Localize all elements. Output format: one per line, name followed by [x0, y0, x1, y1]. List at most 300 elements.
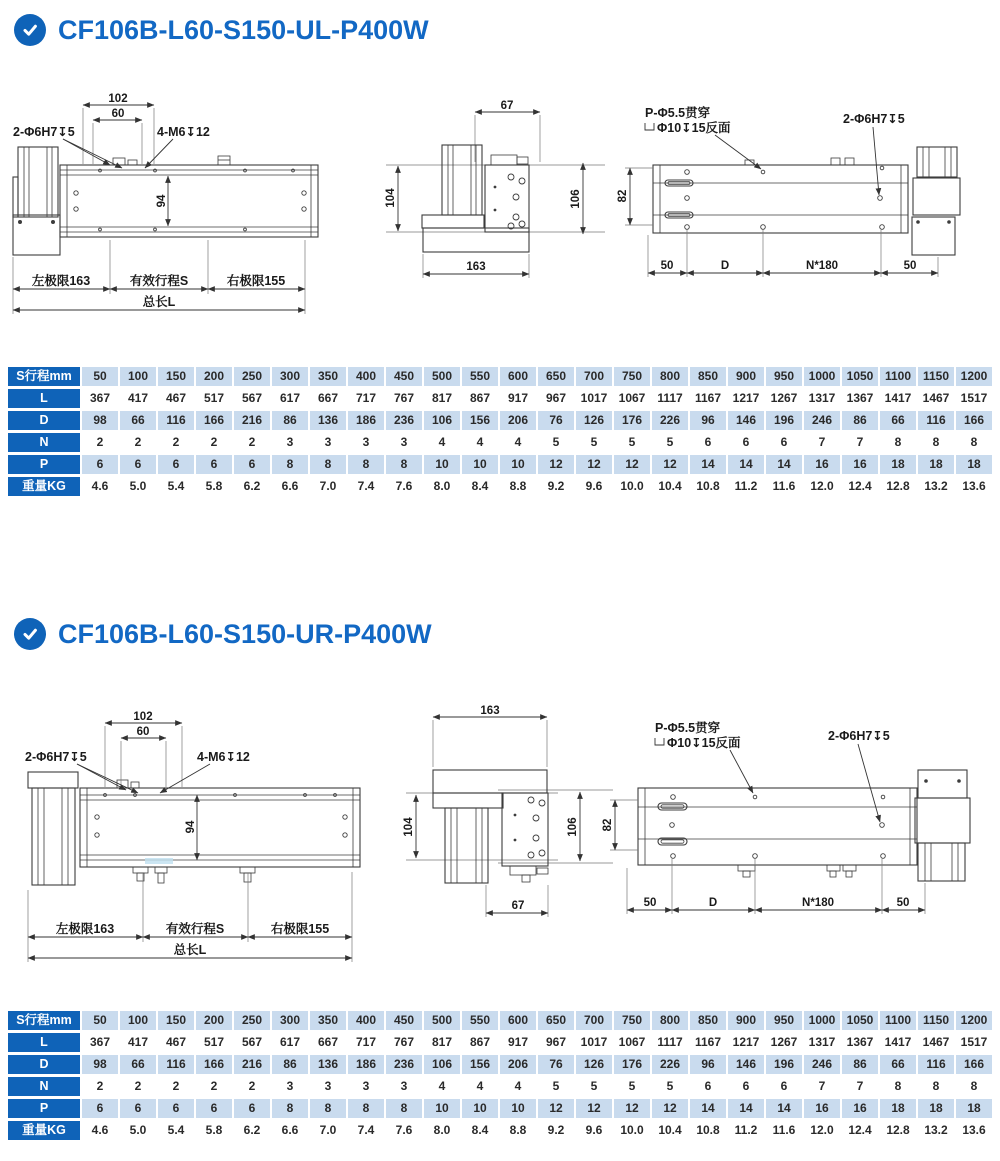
p-hole-label-line1: P-Φ5.5贯穿: [645, 106, 711, 120]
table-cell: 5.4: [158, 477, 194, 496]
p-hole-label-line1: P-Φ5.5贯穿: [655, 721, 721, 735]
table-cell: 156: [462, 411, 498, 430]
table-cell: 16: [804, 455, 840, 474]
table-cell: 8.4: [462, 477, 498, 496]
motor-left: [13, 147, 60, 255]
table-cell: 186: [348, 1055, 384, 1074]
side-view-drawing-2: [398, 703, 623, 933]
table-cell: 8: [310, 455, 346, 474]
table-cell: 176: [614, 411, 650, 430]
table-cell: 8: [880, 433, 916, 452]
table-cell: 1117: [652, 1033, 688, 1052]
bottom-view-drawing-2: [600, 718, 1000, 953]
table-cell: 8: [348, 1099, 384, 1118]
table-cell: 8.0: [424, 1121, 460, 1140]
table-cell: 10: [424, 455, 460, 474]
table-cell: 106: [424, 1055, 460, 1074]
dowel-hole-label: 2-Φ6H7↧5: [13, 125, 75, 139]
table-cell: 917: [500, 389, 536, 408]
table-cell: 517: [196, 1033, 232, 1052]
table-cell: 12.8: [880, 1121, 916, 1140]
table-cell: 4.6: [82, 1121, 118, 1140]
table-cell: 767: [386, 1033, 422, 1052]
table-cell: 1367: [842, 1033, 878, 1052]
table-row-header: 重量KG: [8, 477, 80, 496]
table-cell: 12: [652, 1099, 688, 1118]
dim-67: 67: [511, 900, 525, 912]
table-cell: 10: [424, 1099, 460, 1118]
table-cell: 567: [234, 1033, 270, 1052]
table-cell: 18: [918, 1099, 954, 1118]
table-cell: 66: [880, 411, 916, 430]
table-cell: 98: [82, 1055, 118, 1074]
table-cell: 5: [652, 1077, 688, 1096]
table-cell: 300: [272, 1011, 308, 1030]
table-cell: 10.0: [614, 477, 650, 496]
table-cell: 5: [614, 433, 650, 452]
table-row-header: L: [8, 389, 80, 408]
table-cell: 100: [120, 367, 156, 386]
table-cell: 3: [310, 433, 346, 452]
table-cell: 1317: [804, 389, 840, 408]
table-cell: 817: [424, 389, 460, 408]
table-cell: 367: [82, 1033, 118, 1052]
table-cell: 5: [538, 433, 574, 452]
table-cell: 1100: [880, 1011, 916, 1030]
table-cell: 8: [386, 1099, 422, 1118]
table-cell: 14: [766, 455, 802, 474]
table-cell: 700: [576, 1011, 612, 1030]
check-badge: [14, 14, 46, 46]
table-cell: 106: [424, 411, 460, 430]
table-cell: 206: [500, 411, 536, 430]
table-cell: 50: [82, 367, 118, 386]
slider-plate: [502, 793, 548, 882]
table-cell: 4: [424, 1077, 460, 1096]
table-row-header: L: [8, 1033, 80, 1052]
dim-163: 163: [466, 261, 486, 273]
table-cell: 50: [82, 1011, 118, 1030]
table-cell: 3: [272, 433, 308, 452]
table-cell: 12: [614, 1099, 650, 1118]
table-cell: 10.4: [652, 1121, 688, 1140]
table-cell: 5: [652, 433, 688, 452]
table-cell: 166: [956, 411, 992, 430]
table-cell: 667: [310, 389, 346, 408]
table-cell: 14: [728, 1099, 764, 1118]
table-cell: 417: [120, 389, 156, 408]
table-cell: 196: [766, 411, 802, 430]
table-cell: 9.6: [576, 477, 612, 496]
table-cell: 8: [272, 1099, 308, 1118]
table-cell: 617: [272, 1033, 308, 1052]
table-cell: 2: [82, 1077, 118, 1096]
table-cell: 4: [462, 1077, 498, 1096]
table-cell: 4.6: [82, 477, 118, 496]
right-limit-label: 右极限155: [226, 274, 286, 288]
front-dimensions: [13, 93, 305, 314]
dim-82: 82: [602, 818, 614, 832]
table-cell: 250: [234, 367, 270, 386]
table-cell: 1217: [728, 1033, 764, 1052]
table-cell: 5.8: [196, 1121, 232, 1140]
section-1-title: CF106B-L60-S150-UL-P400W: [58, 14, 429, 45]
table-cell: 176: [614, 1055, 650, 1074]
table-cell: 7.4: [348, 477, 384, 496]
table-cell: 5: [576, 1077, 612, 1096]
table-cell: 6: [728, 433, 764, 452]
table-cell: 200: [196, 367, 232, 386]
dim-50-left: 50: [643, 897, 657, 909]
front-dimensions: [25, 711, 352, 962]
table-cell: 6: [728, 1077, 764, 1096]
table-cell: 767: [386, 389, 422, 408]
table-cell: 6: [196, 455, 232, 474]
table-cell: 5: [538, 1077, 574, 1096]
check-icon: [20, 624, 40, 644]
table-cell: 6: [690, 1077, 726, 1096]
table-cell: 4: [500, 433, 536, 452]
table-cell: 18: [956, 1099, 992, 1118]
table-cell: 76: [538, 411, 574, 430]
motor-right: [915, 770, 970, 881]
table-cell: 850: [690, 367, 726, 386]
table-cell: 12: [538, 455, 574, 474]
table-cell: 500: [424, 1011, 460, 1030]
table-cell: 6: [82, 455, 118, 474]
table-cell: 650: [538, 1011, 574, 1030]
table-cell: 1167: [690, 1033, 726, 1052]
table-cell: 6: [766, 433, 802, 452]
table-cell: 10: [500, 455, 536, 474]
motor-left: [28, 772, 78, 885]
table-cell: 700: [576, 367, 612, 386]
dowel-hole-label: 2-Φ6H7↧5: [828, 729, 890, 743]
table-cell: 717: [348, 1033, 384, 1052]
table-cell: 1200: [956, 367, 992, 386]
table-cell: 6: [158, 1099, 194, 1118]
table-cell: 7: [842, 433, 878, 452]
table-cell: 250: [234, 1011, 270, 1030]
table-cell: 8.8: [500, 477, 536, 496]
table-cell: 146: [728, 411, 764, 430]
table-cell: 3: [386, 433, 422, 452]
table-cell: 600: [500, 1011, 536, 1030]
table-cell: 246: [804, 411, 840, 430]
table-cell: 800: [652, 367, 688, 386]
table-cell: 8.8: [500, 1121, 536, 1140]
bottom-view-drawing-1: [615, 103, 1000, 293]
table-cell: 5.0: [120, 1121, 156, 1140]
table-cell: 66: [120, 411, 156, 430]
left-limit-label: 左极限163: [31, 274, 91, 288]
table-cell: 10: [462, 1099, 498, 1118]
stroke-label: 有效行程S: [129, 274, 189, 288]
table-cell: 667: [310, 1033, 346, 1052]
table-cell: 7.0: [310, 1121, 346, 1140]
table-cell: 1000: [804, 367, 840, 386]
table-cell: 116: [158, 411, 194, 430]
table-cell: 7.6: [386, 1121, 422, 1140]
table-cell: 86: [842, 1055, 878, 1074]
table-cell: 967: [538, 389, 574, 408]
table-cell: 2: [234, 1077, 270, 1096]
table-cell: 8: [918, 1077, 954, 1096]
table-cell: 1417: [880, 389, 916, 408]
table-cell: 216: [234, 1055, 270, 1074]
table-cell: 1200: [956, 1011, 992, 1030]
table-cell: 950: [766, 367, 802, 386]
table-cell: 8: [310, 1099, 346, 1118]
table-cell: 567: [234, 389, 270, 408]
table-cell: 900: [728, 1011, 764, 1030]
table-cell: 400: [348, 1011, 384, 1030]
table-cell: 2: [196, 433, 232, 452]
table-cell: 1467: [918, 389, 954, 408]
table-row-header: N: [8, 433, 80, 452]
table-cell: 116: [158, 1055, 194, 1074]
table-cell: 5: [576, 433, 612, 452]
table-cell: 14: [766, 1099, 802, 1118]
table-cell: 9.2: [538, 477, 574, 496]
table-cell: 18: [918, 455, 954, 474]
table-cell: 96: [690, 1055, 726, 1074]
table-cell: 6: [234, 1099, 270, 1118]
table-cell: 2: [234, 433, 270, 452]
dim-50-right: 50: [903, 260, 917, 272]
table-cell: 18: [880, 1099, 916, 1118]
table-cell: 350: [310, 1011, 346, 1030]
table-cell: 1017: [576, 389, 612, 408]
table-cell: 7: [804, 1077, 840, 1096]
table-cell: 8: [918, 433, 954, 452]
table-cell: 6: [120, 455, 156, 474]
table-cell: 166: [196, 1055, 232, 1074]
table-cell: 2: [158, 433, 194, 452]
table-cell: 6: [196, 1099, 232, 1118]
dim-94: 94: [156, 194, 168, 208]
table-cell: 8: [386, 455, 422, 474]
table-cell: 1050: [842, 367, 878, 386]
table-cell: 3: [310, 1077, 346, 1096]
table-cell: 1517: [956, 1033, 992, 1052]
table-cell: 5.8: [196, 477, 232, 496]
rail-bottom: [653, 158, 908, 233]
counterbore-symbol: [655, 738, 664, 745]
table-cell: 2: [196, 1077, 232, 1096]
table-row-header: D: [8, 411, 80, 430]
table-cell: 967: [538, 1033, 574, 1052]
table-row-header: P: [8, 455, 80, 474]
spec-table-1: [8, 367, 992, 496]
table-cell: 14: [690, 1099, 726, 1118]
table-cell: 166: [196, 411, 232, 430]
stroke-label: 有效行程S: [165, 922, 225, 936]
right-limit-label: 右极限155: [270, 922, 330, 936]
table-cell: 186: [348, 411, 384, 430]
dim-50-left: 50: [660, 260, 674, 272]
table-cell: 1150: [918, 1011, 954, 1030]
table-cell: 8: [956, 433, 992, 452]
table-cell: 4: [462, 433, 498, 452]
table-cell: 12: [652, 455, 688, 474]
section-2-title: CF106B-L60-S150-UR-P400W: [58, 618, 432, 649]
table-cell: 650: [538, 367, 574, 386]
table-cell: 1050: [842, 1011, 878, 1030]
table-cell: 150: [158, 1011, 194, 1030]
bottom-dimensions: [602, 720, 925, 914]
table-row-header: D: [8, 1055, 80, 1074]
table-cell: 6: [234, 455, 270, 474]
table-cell: 5.4: [158, 1121, 194, 1140]
table-cell: 206: [500, 1055, 536, 1074]
tap-hole-label: 4-M6↧12: [157, 125, 210, 139]
table-cell: 467: [158, 1033, 194, 1052]
table-cell: 96: [690, 411, 726, 430]
table-cell: 450: [386, 1011, 422, 1030]
table-cell: 6.6: [272, 1121, 308, 1140]
table-cell: 550: [462, 367, 498, 386]
p-hole-label-line2: Φ10↧15反面: [657, 121, 731, 135]
table-cell: 2: [120, 1077, 156, 1096]
table-cell: 1517: [956, 389, 992, 408]
dim-102: 102: [108, 93, 128, 105]
table-cell: 1150: [918, 367, 954, 386]
table-cell: 236: [386, 1055, 422, 1074]
table-cell: 8: [272, 455, 308, 474]
table-cell: 10.8: [690, 1121, 726, 1140]
front-view-drawing-2: [5, 705, 395, 990]
table-cell: 800: [652, 1011, 688, 1030]
check-icon: [20, 20, 40, 40]
p-hole-label-line2: Φ10↧15反面: [667, 736, 741, 750]
table-cell: 7.6: [386, 477, 422, 496]
table-cell: 5: [614, 1077, 650, 1096]
table-cell: 467: [158, 389, 194, 408]
table-cell: 9.2: [538, 1121, 574, 1140]
table-cell: 10: [462, 455, 498, 474]
table-cell: 10: [500, 1099, 536, 1118]
table-cell: 1367: [842, 389, 878, 408]
table-cell: 9.6: [576, 1121, 612, 1140]
table-cell: 16: [842, 1099, 878, 1118]
table-cell: 2: [120, 433, 156, 452]
table-cell: 600: [500, 367, 536, 386]
table-cell: 1067: [614, 389, 650, 408]
table-cell: 900: [728, 367, 764, 386]
dim-82: 82: [617, 189, 629, 203]
table-cell: 11.2: [728, 1121, 764, 1140]
table-cell: 517: [196, 389, 232, 408]
table-cell: 1267: [766, 1033, 802, 1052]
table-cell: 216: [234, 411, 270, 430]
dim-60: 60: [136, 726, 150, 738]
table-cell: 196: [766, 1055, 802, 1074]
table-cell: 750: [614, 1011, 650, 1030]
rail-body: [80, 780, 360, 883]
table-cell: 236: [386, 411, 422, 430]
bottom-dimensions: [617, 105, 938, 277]
table-cell: 66: [120, 1055, 156, 1074]
dim-60: 60: [111, 108, 125, 120]
table-cell: 917: [500, 1033, 536, 1052]
table-cell: 4: [424, 433, 460, 452]
table-cell: 12: [576, 1099, 612, 1118]
table-cell: 2: [158, 1077, 194, 1096]
dim-d: D: [720, 260, 730, 272]
table-cell: 350: [310, 367, 346, 386]
table-cell: 1417: [880, 1033, 916, 1052]
table-cell: 6.2: [234, 1121, 270, 1140]
table-cell: 126: [576, 1055, 612, 1074]
total-length-label: 总长L: [173, 943, 207, 957]
table-cell: 226: [652, 1055, 688, 1074]
table-cell: 950: [766, 1011, 802, 1030]
table-cell: 500: [424, 367, 460, 386]
table-cell: 13.2: [918, 1121, 954, 1140]
dowel-hole-label: 2-Φ6H7↧5: [25, 750, 87, 764]
table-cell: 867: [462, 389, 498, 408]
table-row-header: S行程mm: [8, 1011, 80, 1030]
motor-right: [912, 147, 960, 255]
table-cell: 1217: [728, 389, 764, 408]
table-cell: 200: [196, 1011, 232, 1030]
table-cell: 8.0: [424, 477, 460, 496]
table-cell: 150: [158, 367, 194, 386]
table-cell: 6: [690, 433, 726, 452]
table-cell: 12.4: [842, 477, 878, 496]
table-cell: 12.0: [804, 477, 840, 496]
table-cell: 16: [842, 455, 878, 474]
table-cell: 1067: [614, 1033, 650, 1052]
table-cell: 14: [690, 455, 726, 474]
dim-50-right: 50: [896, 897, 910, 909]
table-cell: 1017: [576, 1033, 612, 1052]
table-row-header: S行程mm: [8, 367, 80, 386]
table-row-header: P: [8, 1099, 80, 1118]
table-cell: 100: [120, 1011, 156, 1030]
table-cell: 136: [310, 1055, 346, 1074]
table-cell: 10.4: [652, 477, 688, 496]
table-cell: 116: [918, 411, 954, 430]
dim-d: D: [708, 897, 718, 909]
counterbore-symbol: [645, 123, 654, 130]
table-cell: 13.2: [918, 477, 954, 496]
tap-hole-label: 4-M6↧12: [197, 750, 250, 764]
dim-106: 106: [567, 817, 579, 837]
table-cell: 246: [804, 1055, 840, 1074]
dim-67: 67: [500, 100, 514, 112]
table-cell: 126: [576, 411, 612, 430]
table-cell: 550: [462, 1011, 498, 1030]
dim-102: 102: [133, 711, 153, 723]
table-cell: 1317: [804, 1033, 840, 1052]
table-cell: 3: [348, 433, 384, 452]
table-cell: 850: [690, 1011, 726, 1030]
table-cell: 7.4: [348, 1121, 384, 1140]
dim-94: 94: [185, 820, 197, 834]
table-cell: 617: [272, 389, 308, 408]
spec-table-2: [8, 1011, 992, 1140]
table-cell: 86: [272, 1055, 308, 1074]
slider-plate: [485, 155, 529, 232]
table-cell: 3: [386, 1077, 422, 1096]
table-cell: 11.6: [766, 477, 802, 496]
table-cell: 6: [158, 455, 194, 474]
table-cell: 1100: [880, 367, 916, 386]
table-row-header: 重量KG: [8, 1121, 80, 1140]
table-cell: 116: [918, 1055, 954, 1074]
